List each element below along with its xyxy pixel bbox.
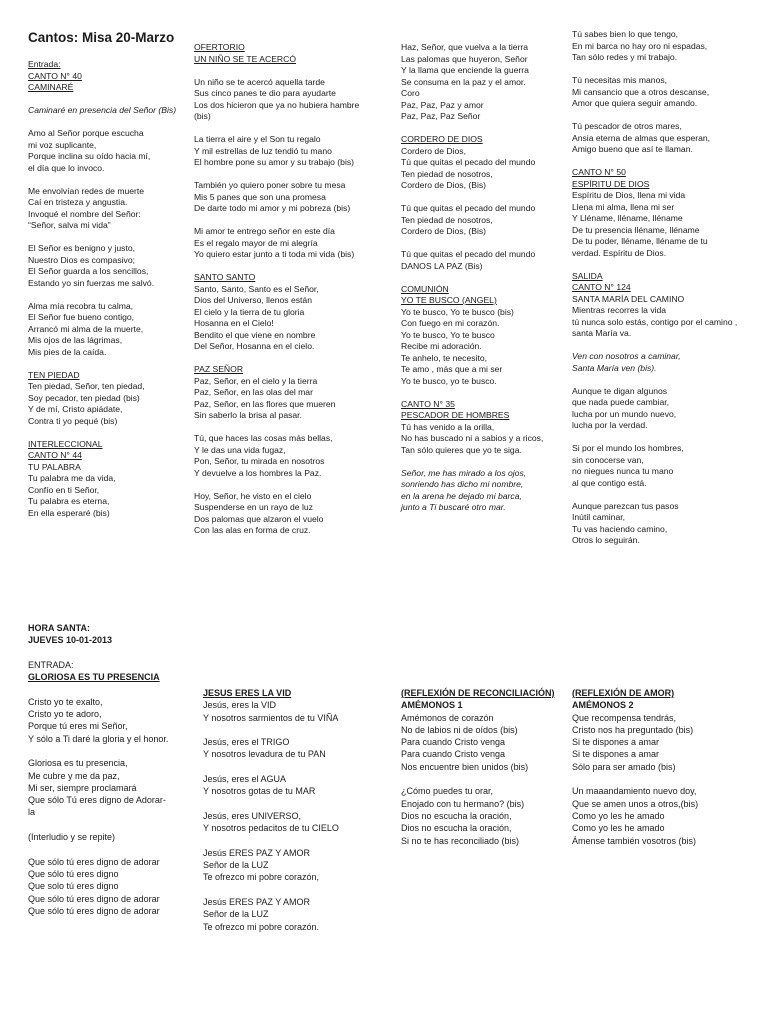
text-line: la: [28, 807, 36, 818]
text-line: Mi cansancio que a otros descanse,: [572, 86, 710, 97]
column-misa-1: [28, 59, 188, 519]
section-heading: AMÉMONOS 2: [572, 700, 634, 711]
text-line: el día que lo invoco.: [28, 162, 105, 173]
section-jesus-eres-la-vid: [203, 687, 388, 933]
section-heading: (REFLEXIÓN DE RECONCILIACIÓN): [401, 688, 555, 698]
text-line: Ven con nosotros a caminar,: [572, 351, 681, 361]
blank-line: [401, 387, 566, 399]
text-line: En ella esperaré (bis): [28, 507, 110, 518]
text-line: Inútil caminar,: [572, 512, 626, 522]
text-line: Con las alas en forma de cruz.: [194, 525, 311, 535]
text-line: El Señor guarda a los sencillos,: [28, 266, 149, 276]
text-line: Santa María ven (bis).: [572, 362, 657, 373]
section-reflexion-reconciliacion: [401, 687, 566, 847]
text-line: El Señor fue bueno contigo,: [28, 312, 135, 322]
text-line: SANTA MARÍA DEL CAMINO: [572, 293, 685, 304]
text-line: Me cubre y me da paz,: [28, 770, 120, 781]
blank-line: [28, 94, 188, 106]
section-heading: UN NIÑO SE TE ACERCÓ: [194, 53, 297, 64]
text-line: Alma mía recobra tu calma,: [28, 300, 134, 311]
text-line: Y nosotros sarmientos de tu VIÑA: [203, 712, 339, 723]
text-line: Tan sólo redes y mi trabajo.: [572, 52, 678, 62]
text-line: Te ofrezco mi pobre corazón,: [203, 872, 320, 883]
text-line: Porque tú eres mi Señor,: [28, 721, 128, 732]
text-line: Y le das una vida fugaz,: [194, 444, 286, 455]
text-line: Paz, Señor, en el cielo y la tierra: [194, 375, 318, 386]
text-line: Tu palabra me da vida,: [28, 473, 116, 483]
blank-line: [28, 174, 188, 186]
section-heading: GLORIOSA ES TU PRESENCIA: [28, 672, 160, 683]
text-line: Paz, Señor, en las olas del mar: [194, 387, 313, 397]
column-misa-3: [401, 42, 566, 514]
blank-line: [28, 358, 188, 370]
text-line: Como yo les he amado: [572, 823, 665, 834]
text-line: Que sólo tú eres digno de adorar: [28, 905, 160, 916]
blank-line: [28, 683, 193, 695]
text-line: Cordero de Dios, (Bis): [401, 180, 487, 190]
text-line: Ámense también vosotros (bis): [572, 835, 697, 846]
text-line: Cristo nos ha preguntado (bis): [572, 724, 694, 735]
blank-line: [194, 169, 384, 181]
text-line: Mientras recorres la vida: [572, 305, 667, 315]
text-line: Amo al Señor porque escucha: [28, 128, 144, 138]
text-line: Jesús, eres el AGUA: [203, 774, 287, 785]
blank-line: [194, 479, 384, 491]
blank-line: [572, 340, 762, 352]
text-line: Y Lléname, lléname, lléname: [572, 213, 683, 223]
text-line: De tu presencia lléname, lléname: [572, 224, 700, 235]
text-line: sonriendo has dicho mi nombre,: [401, 479, 524, 489]
text-line: Gloriosa es tu presencia,: [28, 758, 128, 769]
text-line: junto a Ti buscaré otro mar.: [401, 502, 506, 512]
text-line: Ansia eterna de almas que esperan,: [572, 132, 711, 143]
blank-line: [194, 65, 384, 77]
column-misa-4: [572, 29, 762, 547]
text-line: Hoy, Señor, he visto en el cielo: [194, 490, 312, 501]
text-line: DANOS LA PAZ (Bis): [401, 260, 483, 271]
text-line: Y sólo a Ti daré la gloria y el honor.: [28, 733, 169, 744]
text-line: Santo, Santo, Santo es el Señor,: [194, 283, 319, 294]
text-line: Las palomas que huyeron, Señor: [401, 53, 528, 64]
text-line: Recibe mi adoración.: [401, 341, 482, 351]
text-line: Con fuego en mi corazón.: [401, 318, 500, 328]
text-line: Hosanna en el Cielo!: [194, 318, 274, 328]
text-line: Y de mí, Cristo apiádate,: [28, 404, 123, 414]
blank-line: [28, 819, 193, 831]
section-heading: (REFLEXIÓN DE AMOR): [572, 688, 675, 698]
section-heading: PESCADOR DE HOMBRES: [401, 410, 510, 420]
blank-line: [572, 432, 762, 444]
text-line: Paz, Señor, en las flores que mueren: [194, 398, 336, 409]
column-misa-2: [194, 42, 384, 537]
text-line: Yo te busco, Yo te busco (bis): [401, 306, 514, 317]
text-line: Jesús, eres UNIVERSO,: [203, 810, 302, 821]
text-line: Cristo yo te adoro,: [28, 709, 102, 720]
text-line: Sus cinco panes te dio para ayudarte: [194, 88, 336, 98]
text-line: Cordero de Dios, (Bis): [401, 226, 487, 236]
text-line: Que sólo Tú eres digno de Adorar-: [28, 795, 166, 806]
section-reflexion-amor: [572, 687, 762, 847]
section-heading: PAZ SEÑOR: [194, 364, 244, 374]
section-heading: JESUS ERES LA VID: [203, 688, 292, 698]
text-line: Se consuma en la paz y el amor.: [401, 76, 526, 87]
text-line: Es el regalo mayor de mi alegría: [194, 237, 318, 248]
text-line: Que solo tú eres digno: [28, 881, 119, 892]
section-heading: SALIDA: [572, 270, 603, 281]
text-line: En mi barca no hay oro ni espadas,: [572, 40, 708, 51]
text-line: Pon, Señor, tu mirada en nosotros: [194, 456, 325, 466]
text-line: Yo te busco, yo te busco.: [401, 375, 497, 386]
blank-line: [28, 427, 188, 439]
text-line: Mis pies de la caída.: [28, 346, 107, 357]
text-line: Caí en tristeza y angustia.: [28, 197, 128, 207]
section-heading: CANTO N° 35: [401, 398, 455, 409]
text-line: También yo quiero poner sobre tu mesa: [194, 180, 346, 190]
section-heading: HORA SANTA:: [28, 623, 90, 633]
blank-line: [203, 835, 388, 847]
text-line: Contra ti yo pequé (bis): [28, 415, 118, 426]
section-heading: CANTO N° 40: [28, 70, 82, 81]
blank-line: [194, 261, 384, 273]
text-line: Mis ojos de las lágrimas,: [28, 335, 123, 345]
text-line: no niegues nunca tu mano: [572, 466, 674, 476]
text-line: Te amo , más que a mi ser: [401, 364, 503, 374]
text-line: Mi amor te entrego señor en este día: [194, 226, 335, 236]
section-heading: JUEVES 10-01-2013: [28, 635, 113, 646]
text-line: Que se amen unos a otros,(bis): [572, 798, 699, 809]
text-line: Un maaandamiento nuevo doy,: [572, 786, 697, 797]
text-line: Para cuando Cristo venga: [401, 737, 506, 748]
section-heading: ESPÍRITU DE DIOS: [572, 178, 650, 189]
text-line: Tú necesitas mis manos,: [572, 75, 668, 85]
text-line: TU PALABRA: [28, 461, 81, 472]
text-line: Tu palabra es eterna,: [28, 496, 110, 506]
text-line: El cielo y la tierra de tu gloria: [194, 306, 305, 317]
blank-line: [572, 156, 762, 168]
blank-line: [203, 724, 388, 736]
blank-line: [401, 272, 566, 284]
text-line: Sólo para ser amado (bis): [572, 761, 676, 772]
blank-line: [572, 110, 762, 122]
text-line: Ten piedad, Señor, ten piedad,: [28, 381, 145, 391]
text-line: Dos palomas que alzaron el vuelo: [194, 513, 324, 524]
blank-line: [28, 289, 188, 301]
text-line: Para cuando Cristo venga: [401, 749, 506, 760]
text-line: Paz, Paz, Paz Señor: [401, 111, 481, 121]
section-heading: CAMINARÉ: [28, 82, 74, 92]
text-line: Espíritu de Dios, llena mi vida: [572, 190, 686, 200]
text-line: Si te dispones a amar: [572, 737, 660, 748]
page-title: Cantos: Misa 20-Marzo: [28, 30, 175, 45]
text-line: Paz, Paz, Paz y amor: [401, 99, 484, 110]
text-line: Te anhelo, te necesito,: [401, 352, 487, 363]
text-line: Me envolvían redes de muerte: [28, 185, 145, 196]
text-line: Yo te busco, Yo te busco: [401, 329, 495, 340]
text-line: Ten piedad de nosotros,: [401, 168, 493, 179]
text-line: Otros lo seguirán.: [572, 535, 640, 545]
blank-line: [194, 215, 384, 227]
text-line: Y mil estrellas de luz tendió tu mano: [194, 145, 332, 156]
text-line: Confío en ti Señor,: [28, 484, 100, 495]
text-line: No de labios ni de oídos (bis): [401, 724, 518, 735]
section-heading: AMÉMONOS 1: [401, 700, 463, 711]
text-line: Tú que quitas el pecado del mundo: [401, 249, 536, 259]
text-line: Tan sólo quieres que yo te siga.: [401, 444, 522, 455]
text-line: Bendito el que viene en nombre: [194, 329, 316, 340]
section-heading: CANTO N° 44: [28, 450, 82, 460]
text-line: Como yo les he amado: [572, 810, 665, 821]
text-line: Que sólo tú eres digno: [28, 868, 119, 879]
text-line: Yo quiero estar junto a ti toda mi vida (bis): [194, 249, 355, 259]
text-line: Invoqué el nombre del Señor:: [28, 208, 141, 219]
text-line: Nuestro Dios es compasivo;: [28, 254, 135, 265]
text-line: Aunque parezcan tus pasos: [572, 500, 679, 511]
text-line: Amor que quiera seguir amando.: [572, 98, 698, 108]
text-line: Llena mi alma, llena mi ser: [572, 201, 675, 212]
text-line: Cristo yo te exalto,: [28, 696, 103, 707]
text-line: Tú, que haces las cosas más bellas,: [194, 433, 333, 443]
text-line: Haz, Señor, que vuelva a la tierra: [401, 42, 529, 52]
text-line: al que contigo está.: [572, 477, 647, 488]
text-line: Señor de la LUZ: [203, 909, 269, 920]
text-line: Y nosotros pedacitos de tu CIELO: [203, 823, 339, 834]
text-line: lucha por un mundo nuevo,: [572, 408, 677, 419]
section-heading: CORDERO DE DIOS: [401, 134, 483, 144]
text-line: No has buscado ni a sabios y a ricos,: [401, 433, 544, 443]
text-line: Y devuelve a los hombres la Paz.: [194, 467, 322, 478]
text-line: Que sólo tú eres digno de adorar: [28, 856, 160, 867]
section-heading: CANTO N° 124: [572, 282, 631, 292]
text-line: El Señor es benigno y justo,: [28, 243, 136, 253]
blank-line: [401, 238, 566, 250]
text-line: Te ofrezco mi pobre corazón.: [203, 921, 320, 932]
text-line: Amémonos de corazón: [401, 712, 494, 723]
text-line: De darte todo mi amor y mi pobreza (bis): [194, 203, 351, 213]
text-line: Si por el mundo los hombres,: [572, 443, 684, 453]
section-heading: SANTO SANTO: [194, 272, 256, 282]
blank-line: [401, 773, 566, 785]
section-hora-santa: [28, 622, 193, 917]
text-line: Y la llama que enciende la guerra: [401, 65, 529, 75]
text-line: Soy pecador, ten piedad (bis): [28, 392, 140, 403]
blank-line: [203, 798, 388, 810]
text-line: mi voz suplicante,: [28, 139, 97, 150]
text-line: Suspenderse en un rayo de luz: [194, 502, 313, 512]
text-line: santa María va.: [572, 328, 632, 338]
blank-line: [203, 761, 388, 773]
blank-line: [194, 422, 384, 434]
text-line: Nos encuentre bien unidos (bis): [401, 761, 529, 772]
text-line: Tú has venido a la orilla,: [401, 421, 495, 432]
text-line: Dios no escucha la oración,: [401, 810, 512, 821]
text-line: en la arena he dejado mi barca,: [401, 490, 522, 501]
text-line: Mis 5 panes que son una promesa: [194, 191, 326, 202]
text-line: Los dos hicieron que ya no hubiera hambre: [194, 99, 360, 110]
text-line: Que sólo tú eres digno de adorar: [28, 893, 160, 904]
blank-line: [203, 884, 388, 896]
text-line: Jesús, eres el TRIGO: [203, 737, 290, 748]
text-line: Tú sabes bien lo que tengo,: [572, 29, 679, 39]
text-line: (Interludio y se repite): [28, 832, 116, 843]
text-line: Arrancó mi alma de la muerte,: [28, 323, 144, 334]
text-line: Tu vas haciendo camino,: [572, 523, 668, 534]
text-line: Sin saberlo la brisa al pasar.: [194, 410, 302, 420]
text-line: La tierra el aire y el Son tu regalo: [194, 134, 321, 144]
text-line: Un niño se te acercó aquella tarde: [194, 76, 325, 87]
text-line: Tú que quitas el pecado del mundo: [401, 203, 536, 213]
text-line: Amigo bueno que así te llaman.: [572, 144, 693, 154]
text-line: Mi ser, siempre proclamará: [28, 782, 137, 793]
text-line: Señor de la LUZ: [203, 860, 269, 871]
text-line: Si no te has reconciliado (bis): [401, 835, 520, 846]
blank-line: [572, 489, 762, 501]
section-heading: TEN PIEDAD: [28, 369, 80, 380]
text-line: que nada puede cambiar,: [572, 397, 669, 407]
text-line: Porque inclina su oído hacia mí,: [28, 151, 151, 161]
text-line: ¿Cómo puedes tu orar,: [401, 786, 494, 797]
text-line: Enojado con tu hermano? (bis): [401, 798, 525, 809]
text-line: Cordero de Dios,: [401, 145, 466, 156]
section-heading: INTERLECCIONAL: [28, 438, 103, 449]
text-line: Tú pescador de otros mares,: [572, 121, 682, 131]
text-line: Y nosotros levadura de tu PAN: [203, 749, 326, 760]
text-line: Y nosotros gotas de tu MAR: [203, 786, 316, 797]
section-heading: COMUNIÓN: [401, 283, 449, 294]
text-line: Dios del Universo, llenos están: [194, 295, 312, 305]
text-line: “Señor, salva mi vida”: [28, 220, 111, 230]
blank-line: [401, 192, 566, 204]
blank-line: [28, 117, 188, 129]
text-line: Del Señor, Hosanna en el cielo.: [194, 341, 315, 351]
text-line: Si te dispones a amar: [572, 749, 660, 760]
section-heading: OFERTORIO: [194, 42, 245, 52]
blank-line: [28, 843, 193, 855]
text-line: Jesús ERES PAZ Y AMOR: [203, 847, 311, 858]
blank-line: [28, 232, 188, 244]
text-line: Caminaré en presencia del Señor (Bis): [28, 105, 177, 115]
blank-line: [572, 773, 762, 785]
text-line: Dios no escucha la oración,: [401, 823, 512, 834]
section-heading: CANTO N° 50: [572, 167, 626, 177]
text-line: lucha por la verdad.: [572, 420, 648, 430]
blank-line: [572, 374, 762, 386]
text-line: Jesús ERES PAZ Y AMOR: [203, 897, 311, 908]
text-line: Coro: [401, 88, 420, 98]
blank-line: [194, 353, 384, 365]
text-line: Estando yo sin fuerzas me salvó.: [28, 277, 155, 288]
text-line: Ten piedad de nosotros,: [401, 214, 493, 225]
section-heading: YO TE BUSCO (ANGEL): [401, 295, 497, 305]
blank-line: [401, 123, 566, 135]
blank-line: [401, 456, 566, 468]
text-line: El hombre pone su amor y su trabajo (bis): [194, 157, 355, 167]
text-line: Que recompensa tendrás,: [572, 712, 677, 723]
text-line: (bis): [194, 111, 211, 121]
blank-line: [28, 647, 193, 659]
text-line: verdad. Espíritu de Dios.: [572, 247, 667, 258]
blank-line: [194, 123, 384, 135]
text-line: Aunque te digan algunos: [572, 385, 668, 396]
section-heading: Entrada:: [28, 59, 61, 69]
text-line: Señor, me has mirado a los ojos,: [401, 467, 527, 478]
blank-line: [28, 745, 193, 757]
blank-line: [572, 259, 762, 271]
text-line: Jesús, eres la VID: [203, 700, 277, 711]
text-line: sin conocerse van,: [572, 454, 644, 465]
blank-line: [572, 64, 762, 76]
text-line: tú nunca solo estás, contigo por el camino ,: [572, 316, 738, 327]
text-line: Tú que quitas el pecado del mundo: [401, 157, 536, 167]
text-line: ENTRADA:: [28, 659, 74, 670]
text-line: De tu poder, lléname, lléname de tu: [572, 236, 708, 246]
